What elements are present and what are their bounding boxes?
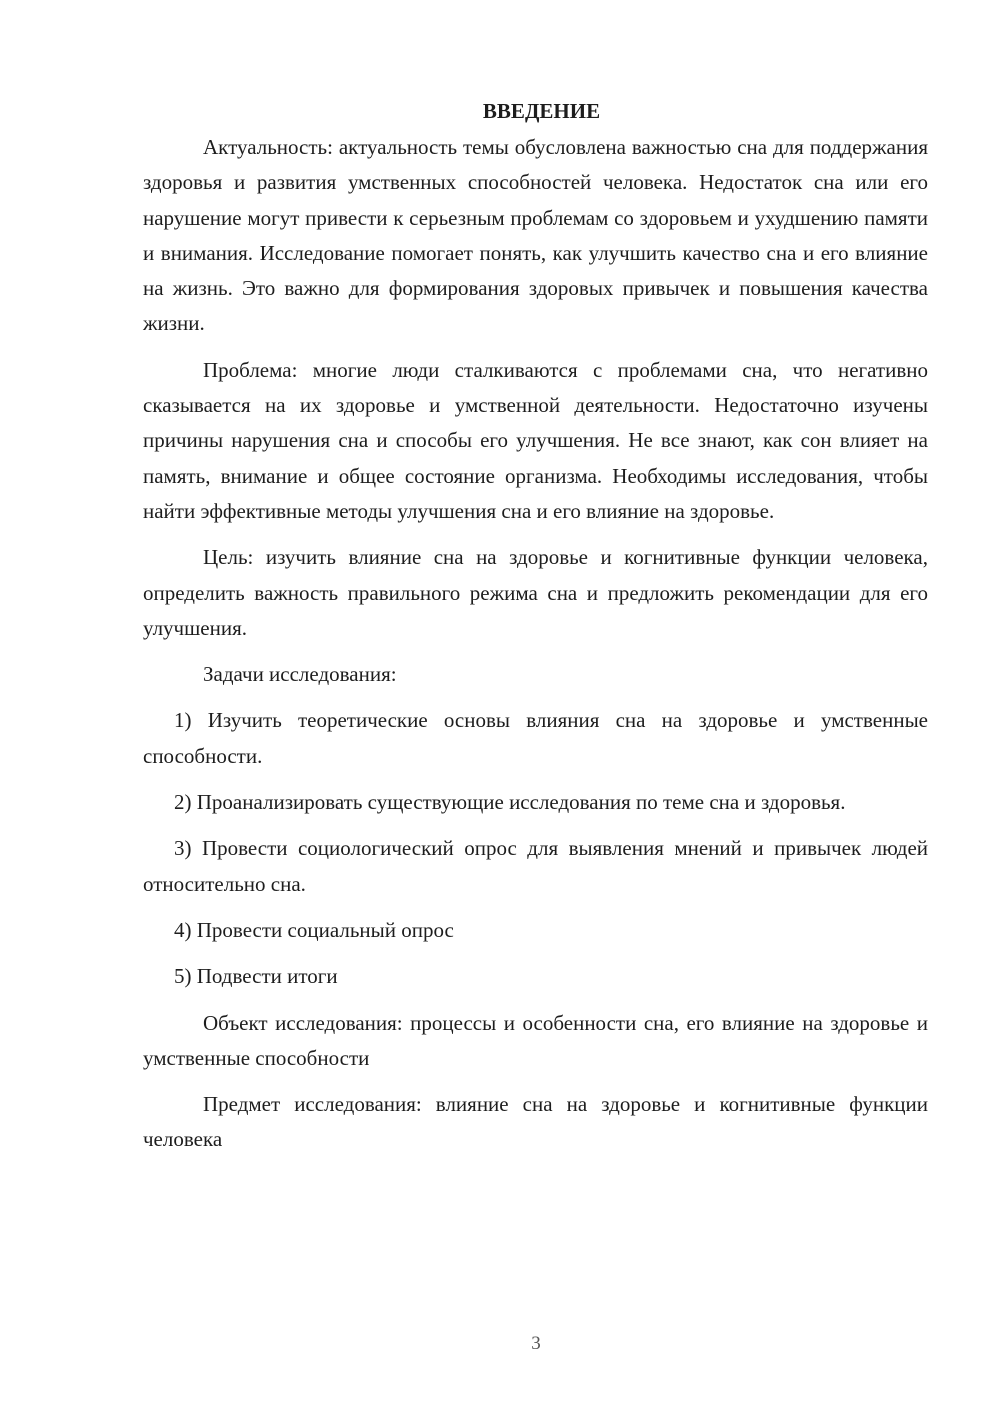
goal-paragraph: Цель: изучить влияние сна на здоровье и когнитивные функции человека, определить важность правильного режима сна и предложить рекомендации для его улучшения. <box>143 545 928 640</box>
task-item-5: 5) Подвести итоги <box>174 964 338 989</box>
task-item-4: 4) Провести социальный опрос <box>174 917 454 942</box>
section-title: ВВЕДЕНИЕ <box>482 99 601 123</box>
page-content <box>143 96 928 1158</box>
tasks-heading: Задачи исследования: <box>203 662 397 687</box>
task-item-1: 1) Изучить теоретические основы влияния сна на здоровье и умственные способности. <box>143 708 928 768</box>
subject-paragraph: Предмет исследования: влияние сна на здоровье и когнитивные функции человека <box>143 1092 928 1152</box>
page-number: 3 <box>531 1333 541 1354</box>
relevance-paragraph: Актуальность: актуальность темы обусловлена важностью сна для поддержания здоровья и развития умственных способностей человека. Недостаток сна или его нарушение могут привести к серьезным проблемам со здоровьем и ухудшению памяти и внимания. Исследование помогает понять, как улучшить качество сна и его влияние на жизнь. Это важно для формирования здоровых привычек и повышения качества жизни. <box>143 135 928 336</box>
problem-paragraph: Проблема: многие люди сталкиваются с проблемами сна, что негативно сказывается на их здоровье и умственной деятельности. Недостаточно изучены причины нарушения сна и способы его улучшения. Не все знают, как сон влияет на память, внимание и общее состояние организма. Необходимы исследования, чтобы найти эффективные методы улучшения сна и его влияние на здоровье. <box>143 357 928 523</box>
object-paragraph: Объект исследования: процессы и особенности сна, его влияние на здоровье и умственные способности <box>143 1010 928 1070</box>
task-item-3: 3) Провести социологический опрос для выявления мнений и привычек людей относительно сна. <box>143 836 928 896</box>
task-item-2: 2) Проанализировать существующие исследования по теме сна и здоровья. <box>174 790 846 815</box>
